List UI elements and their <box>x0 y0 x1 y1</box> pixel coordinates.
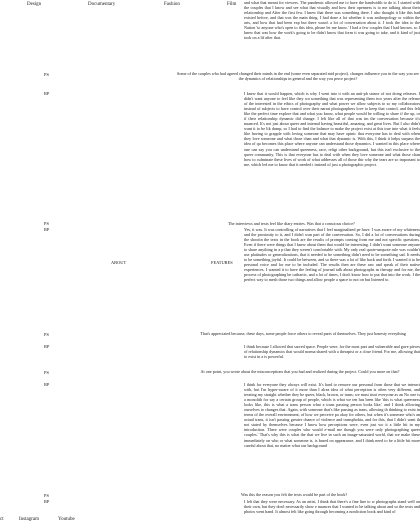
answer-paragraph: I felt that they were necessary. As an artist, I think that there's a fine line to w photographs stand well on their own, but they don't necessarily show e nuances that I wanted to be talking about and so the texts and photos went hand. It almost felt like going through becoming a nonfiction book and kind of <box>244 499 420 515</box>
answer-paragraph: I think because I allowed that sacred space. People were, for the most part and vulnerable and gave pieces of relationship dynamics that would norma shared with a therapist or a close friend. For me, allowing that to exist in a is powerful. <box>244 344 420 360</box>
speaker-label: RP <box>44 382 50 387</box>
question-text: Was this the reason you felt the texts would be part of the book? <box>241 492 348 497</box>
nav-link-about[interactable]: ABOUT <box>111 260 127 265</box>
speaker-label: RP <box>44 227 50 232</box>
nav-link-fashion[interactable]: Fashion <box>164 2 180 7</box>
nav-link-fragment[interactable]: ct <box>0 517 4 522</box>
question-text: Some of the couples who had agreed changed their minds in the end (some even separated mid project). changes influence you in the way you see the dynamics of relationships in general and the way you perce project? <box>177 71 419 82</box>
speaker-label: PS <box>44 370 49 375</box>
nav-link-design[interactable]: Design <box>27 2 42 7</box>
answer-paragraph: Yes, it was. It was controlling of narratives that I feel marginalized pe have. I was aware of my whiteness and the proximity to it, and I didn't wan part of the conversation. So, I did a lot of conversations during the shootin the texts in the book are the results of prompts coming from me and not specific questions. Even if there were things that I knew about them that would be interesting. I didn't want someone anyone to share anything in a p that they weren't comfortable with. My only real quote-unquote rule was couldn't use platitudes or generalizations, that it needed to be something didn't need to be something sad. It needs to be something joyful. It could be between, and so there was a lot of like back and forth. I wanted it to be personal voice and for me to be included. The results then are these raw and speak of their native experiences. I wanted it to have the feeling of journal talk about photographs as therapy and for me, the process of photographing be cathartic, and a lot of times, I don't know how to put that into the work. I the perfect way to mesh those two things and allow people a space to not on but listened to. <box>244 227 420 283</box>
speaker-label: PS <box>44 493 49 498</box>
question-text: That's appreciated because, these days, some people force others to reveal parts of themselves. They just honesty everything <box>200 331 406 336</box>
nav-link-film[interactable]: Film <box>227 2 237 7</box>
speaker-label: RP <box>44 91 50 96</box>
speaker-label: PS <box>44 221 49 226</box>
answer-paragraph: I think for everyone they always will exist. It's hard to remove our personal from those that we interact with, but I'm hyper-aware of it more than I alrea idea of what perception is often very different, and treating my straight whether they be queer, black, brown, or trans; we must trust everyone as an No one is a monolith for say a certain group of people, which is what we ten has been like 'this is what queerness looks like, this is what a trans person what a trans passing person looks like,' and I think allowing ourselves to changes that. Again, with someone that's like passing as trans, allowing th thinking to exist in terms of the overall environment, of how we perceive pa okay for others, but when it's someone who's an actual trans, it isn't passing greater chance of violence and transphobia, and for this, that I didn't want th not stated by themselves because I know how perceptions were, even just wo it a little bit in my introduction. There were couples who would e-mail me though you were only photographing queer couples.' That's why this is what the that we live in such an image-saturated world, that we make these immediately on who or what someone is, is based on appearance, and I think need to be a little bit more careful about that, no matter what our background <box>244 382 420 448</box>
nav-link-features[interactable]: FEATURES <box>211 260 233 265</box>
nav-link-youtube[interactable]: Youtube <box>58 517 75 522</box>
question-text: At one point, you wrote about the misconceptions that you had and realized during the project. Could you more on that? <box>200 369 400 374</box>
question-text: The interviews and texts feel like diary entries. Was that a conscious choice? <box>228 221 355 226</box>
answer-paragraph: I knew that it would happen, which is why I went into it with an anti-ph stance of not doing releases. I didn't want anyone to feel like they wa something that was representing them two years after the release of the interested in the ethics of photography and what power we allow subjects to so my collaborators instead of subjects to have control over their narrat photographers love to keep that control, and this felt like the perfect time explore that and what you know, what people would be willing to share if the up, or if their relationship dynamic did change. I felt like all of that was im the conversation because it's nuanced. It's not just about queer and internal having beautiful, amazing, and great lives. But I also didn't want it to be lik dump, so I had to find the balance to make the project exist at this true inte what it feels like having to grapple with loving someone that may have opinic that everyone has to deal with when they love someone and what those chan and what that dynamic is. With this, I think it helps surpass the idea of qu becomes this place where anyone can understand those dynamics. I wanted in this place where one can say you can understand queerness, race, religi other background, but this isn't exclusive to the queer community. This is that everyone has to deal with when they love someone and what those chan how to culminate these lives of work of what addresses all of those thir why the tears are so important to me, which led me to know that it needed t instead of just a photographic project. <box>244 91 420 167</box>
speaker-label: PS <box>44 332 49 337</box>
speaker-label: RP <box>44 499 50 504</box>
nav-link-documentary[interactable]: Documentary <box>88 2 116 7</box>
speaker-label: RP <box>44 344 50 349</box>
answer-paragraph: and what that meant for viewers. The pandemic allowed me to have the bandwidth to do it. I started with the couples that I know and see what that visually and how their openness is to me talking about their relationship and After the first few. I knew that there was something there. I also thought it like this had existed before, and that was the main thing. I had done a lot whether it was anthropology or within the arts, and how that had been exp but there wasn't a lot of conversation about it. I took the idea to the Nation 'to anyone who's open to this idea, please let me know.' I had a few couples that I had known, so I knew that was how the work's going to be didn't know that form it was going to take, and it kind of just took on a lif after that. <box>244 0 420 41</box>
nav-link-instagram[interactable]: Instagram <box>19 517 39 522</box>
speaker-label: PS <box>44 72 49 77</box>
